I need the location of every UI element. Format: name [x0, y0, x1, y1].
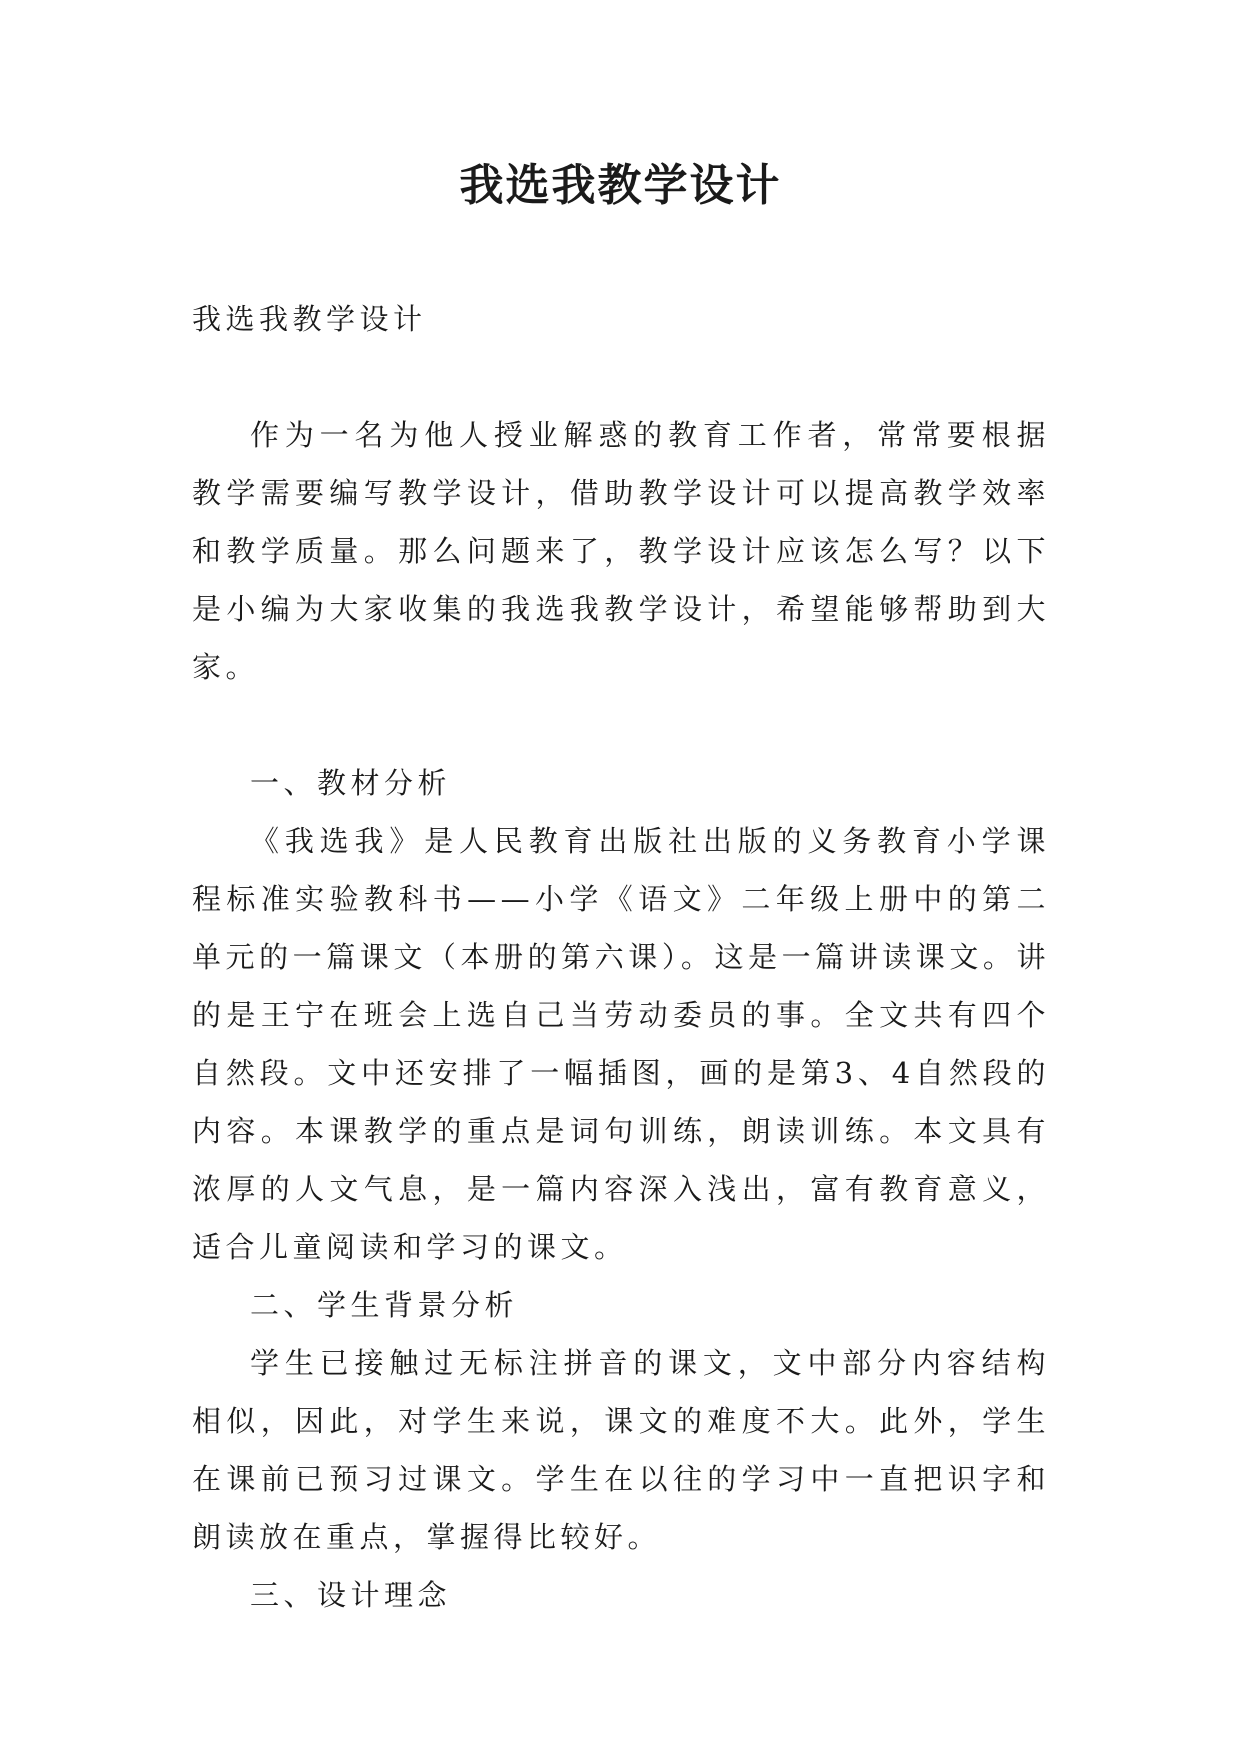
section-heading-textbook-analysis: 一、教材分析 — [250, 766, 452, 800]
section-body-textbook-analysis: 《我选我》是人民教育出版社出版的义务教育小学课程标准实验教科书——小学《语文》二年级上册中的第二单元的一篇课文（本册的第六课）。这是一篇讲读课文。讲的是王宁在班会上选自己当劳动委员的事。全文共有四个自然段。文中还安排了一幅插图，画的是第3、4自然段的内容。本课教学的重点是词句训练，朗读训练。本文具有浓厚的人文气息，是一篇内容深入浅出，富有教育意义，适合儿童阅读和学习的课文。 — [192, 824, 1050, 1264]
section-heading-design-concept: 三、设计理念 — [250, 1578, 452, 1612]
document-subtitle: 我选我教学设计 — [192, 302, 427, 336]
section-body-student-background: 学生已接触过无标注拼音的课文，文中部分内容结构相似，因此，对学生来说，课文的难度不大。此外，学生在课前已预习过课文。学生在以往的学习中一直把识字和朗读放在重点，掌握得比较好。 — [192, 1346, 1050, 1554]
document-title: 我选我教学设计 — [459, 160, 782, 211]
section-heading-student-background: 二、学生背景分析 — [250, 1288, 519, 1322]
document-body — [192, 290, 1050, 1624]
intro-paragraph: 作为一名为他人授业解惑的教育工作者，常常要根据教学需要编写教学设计，借助教学设计可以提高教学效率和教学质量。那么问题来了，教学设计应该怎么写？以下是小编为大家收集的我选我教学设计，希望能够帮助到大家。 — [192, 418, 1050, 684]
